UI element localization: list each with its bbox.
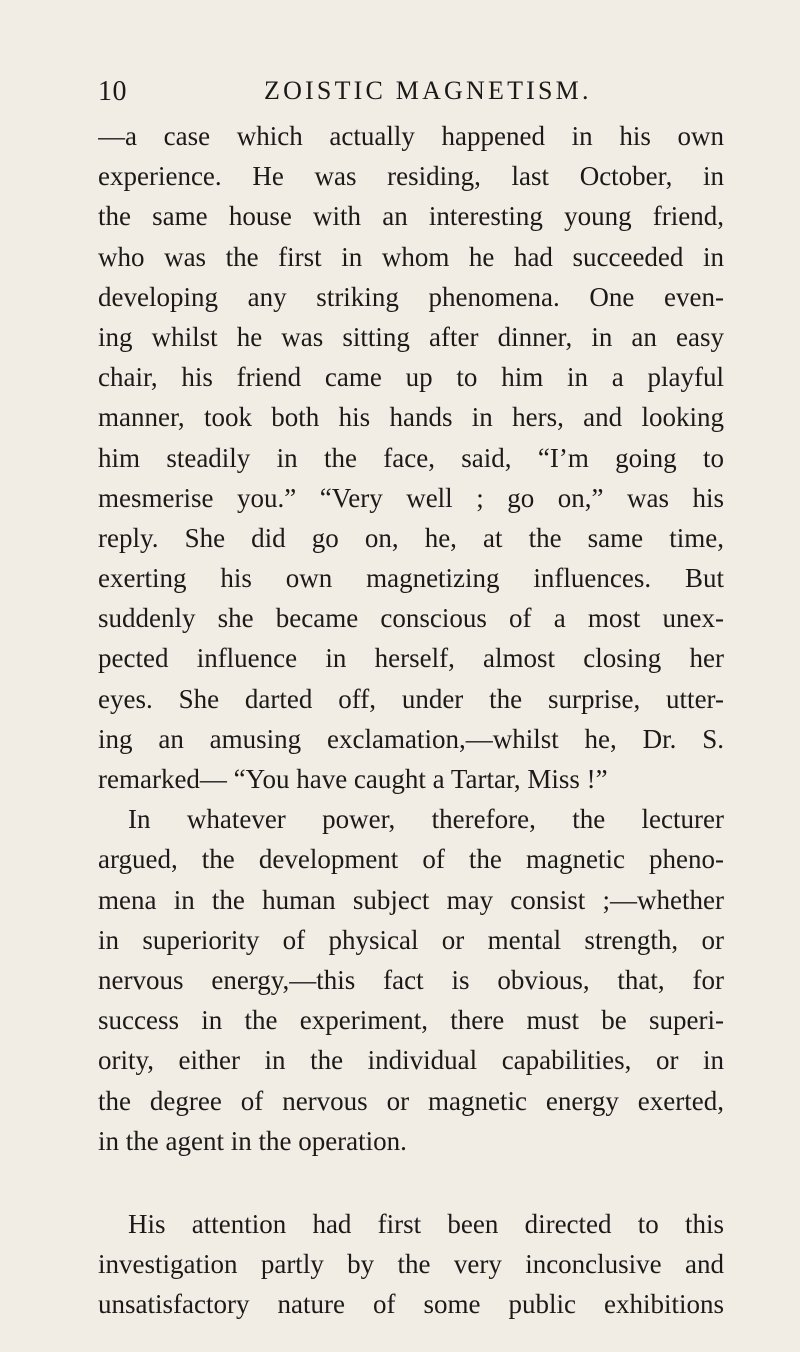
text-line: the degree of nervous or magnetic energy exerted, <box>98 1085 724 1116</box>
text-line: who was the first in whom he had succeeded in <box>98 241 724 272</box>
text-line: nervous energy,—this fact is obvious, that, for <box>98 964 724 995</box>
text-line: chair, his friend came up to him in a playful <box>98 362 724 393</box>
text-line: in the agent in the operation. <box>98 1125 407 1156</box>
text-line: His attention had first been directed to this <box>128 1208 724 1239</box>
text-line: unsatisfactory nature of some public exhibitions <box>98 1289 724 1320</box>
text-line: exerting his own magnetizing influences. But <box>98 563 724 594</box>
text-line: the same house with an interesting young friend, <box>98 201 724 232</box>
text-line: reply. She did go on, he, at the same time, <box>98 522 724 553</box>
text-line: mena in the human subject may consist ;—whether <box>98 884 724 915</box>
running-title: ZOISTIC MAGNETISM. <box>264 76 592 105</box>
text-line: ing whilst he was sitting after dinner, in an easy <box>98 321 724 352</box>
text-line: suddenly she became conscious of a most unex- <box>98 603 724 634</box>
text-line: developing any striking phenomena. One even- <box>98 281 724 312</box>
paragraph-1 <box>98 116 724 799</box>
text-line: pected influence in herself, almost closing her <box>98 643 724 674</box>
text-line: argued, the development of the magnetic pheno- <box>98 844 724 875</box>
text-line: ing an amusing exclamation,—whilst he, Dr. S. <box>98 723 724 754</box>
paragraph-2 <box>98 799 724 1161</box>
text-line: eyes. She darted off, under the surprise, utter- <box>98 683 724 714</box>
text-line: investigation partly by the very inconclusive and <box>98 1249 724 1280</box>
text-line: in superiority of physical or mental strength, or <box>98 924 724 955</box>
paragraph-3 <box>98 1204 724 1325</box>
paragraph-spacer <box>98 1161 724 1204</box>
text-line: him steadily in the face, said, “I’m going to <box>98 442 724 473</box>
text-line: experience. He was residing, last October, in <box>98 161 724 192</box>
text-line: mesmerise you.” “Very well ; go on,” was his <box>98 482 724 513</box>
body-text <box>98 116 724 1324</box>
text-line: In whatever power, therefore, the lecturer <box>128 804 724 835</box>
text-line: remarked— “You have caught a Tartar, Miss !” <box>98 764 608 794</box>
text-line: —a case which actually happened in his own <box>98 121 724 151</box>
page-number: 10 <box>98 76 127 107</box>
text-line: ority, either in the individual capabilities, or in <box>98 1045 724 1076</box>
text-line: manner, took both his hands in hers, and looking <box>98 402 724 433</box>
text-line: success in the experiment, there must be superi- <box>98 1005 724 1036</box>
running-head <box>98 76 724 116</box>
